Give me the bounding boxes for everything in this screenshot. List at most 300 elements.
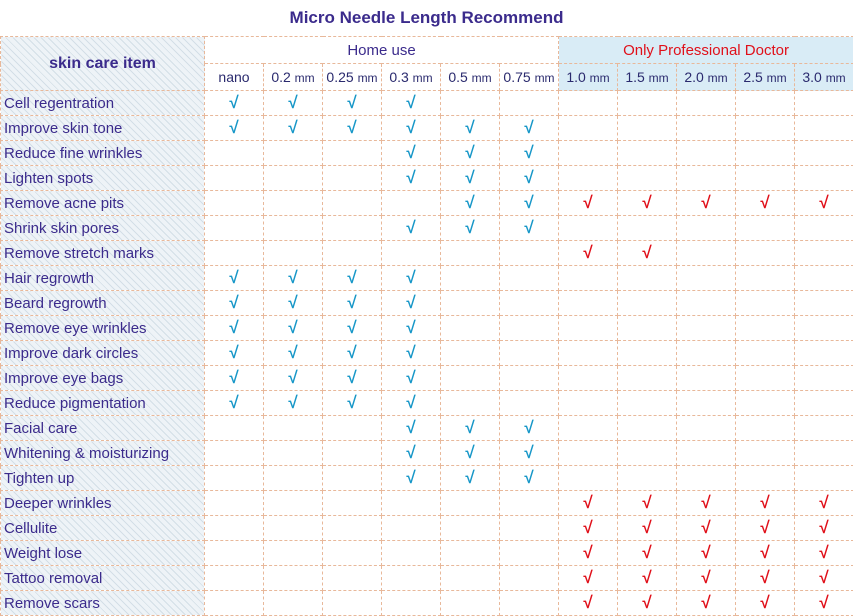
check-mark-icon: √	[465, 193, 474, 212]
check-cell	[382, 341, 441, 366]
check-cell	[736, 591, 795, 616]
length-header-3-0	[795, 64, 853, 91]
check-cell	[205, 416, 264, 441]
length-value: 1.0	[566, 69, 585, 85]
length-header-nano	[205, 64, 264, 91]
check-cell	[795, 141, 853, 166]
check-mark-icon: √	[465, 418, 474, 437]
table-row	[1, 141, 853, 166]
skin-care-item-label: Improve dark circles	[1, 341, 205, 366]
table-row	[1, 166, 853, 191]
check-mark-icon: √	[583, 243, 592, 262]
check-cell	[441, 191, 500, 216]
check-mark-icon: √	[583, 493, 592, 512]
check-cell	[677, 341, 736, 366]
check-cell	[559, 441, 618, 466]
check-cell	[205, 391, 264, 416]
check-cell	[736, 141, 795, 166]
check-cell	[441, 591, 500, 616]
length-header-2-5	[736, 64, 795, 91]
check-cell	[795, 216, 853, 241]
check-mark-icon: √	[524, 443, 533, 462]
check-cell	[795, 241, 853, 266]
home-use-group-header: Home use	[205, 37, 559, 64]
check-cell	[618, 366, 677, 391]
length-value: 3.0	[802, 69, 821, 85]
check-cell	[618, 516, 677, 541]
check-cell	[323, 291, 382, 316]
check-cell	[736, 241, 795, 266]
check-cell	[264, 591, 323, 616]
check-mark-icon: √	[760, 568, 769, 587]
check-cell	[500, 91, 559, 116]
check-cell	[205, 241, 264, 266]
check-cell	[736, 566, 795, 591]
check-cell	[618, 541, 677, 566]
check-cell	[736, 366, 795, 391]
check-cell	[205, 591, 264, 616]
check-cell	[264, 566, 323, 591]
check-cell	[205, 516, 264, 541]
check-cell	[382, 516, 441, 541]
check-cell	[264, 541, 323, 566]
check-cell	[677, 166, 736, 191]
check-mark-icon: √	[760, 193, 769, 212]
check-cell	[618, 316, 677, 341]
check-mark-icon: √	[701, 193, 710, 212]
check-cell	[264, 391, 323, 416]
check-cell	[441, 291, 500, 316]
check-cell	[500, 391, 559, 416]
check-mark-icon: √	[524, 118, 533, 137]
check-cell	[500, 291, 559, 316]
check-mark-icon: √	[229, 343, 238, 362]
check-mark-icon: √	[760, 543, 769, 562]
check-cell	[618, 166, 677, 191]
check-cell	[264, 141, 323, 166]
check-cell	[205, 566, 264, 591]
check-cell	[382, 316, 441, 341]
check-cell	[736, 216, 795, 241]
check-cell	[205, 266, 264, 291]
check-cell	[795, 541, 853, 566]
check-cell	[500, 441, 559, 466]
length-unit: mm	[358, 71, 378, 85]
check-cell	[441, 141, 500, 166]
skin-care-item-label: Remove acne pits	[1, 191, 205, 216]
check-mark-icon: √	[642, 193, 651, 212]
check-cell	[618, 491, 677, 516]
check-cell	[264, 416, 323, 441]
skin-care-item-label: Shrink skin pores	[1, 216, 205, 241]
length-value: 2.5	[743, 69, 762, 85]
check-cell	[382, 416, 441, 441]
check-mark-icon: √	[347, 93, 356, 112]
check-cell	[559, 391, 618, 416]
check-cell	[618, 266, 677, 291]
check-cell	[205, 191, 264, 216]
check-cell	[441, 316, 500, 341]
check-mark-icon: √	[347, 293, 356, 312]
needle-length-table	[0, 36, 853, 616]
check-cell	[618, 191, 677, 216]
check-cell	[382, 291, 441, 316]
check-cell	[677, 366, 736, 391]
check-mark-icon: √	[406, 443, 415, 462]
check-cell	[795, 491, 853, 516]
check-cell	[677, 91, 736, 116]
table-row	[1, 491, 853, 516]
check-cell	[736, 266, 795, 291]
check-cell	[618, 566, 677, 591]
check-mark-icon: √	[288, 293, 297, 312]
check-mark-icon: √	[760, 493, 769, 512]
check-mark-icon: √	[347, 368, 356, 387]
check-mark-icon: √	[347, 118, 356, 137]
check-cell	[736, 441, 795, 466]
length-unit: mm	[649, 71, 669, 85]
check-cell	[382, 216, 441, 241]
check-cell	[441, 416, 500, 441]
check-cell	[559, 516, 618, 541]
check-mark-icon: √	[642, 543, 651, 562]
check-mark-icon: √	[701, 543, 710, 562]
check-cell	[677, 441, 736, 466]
length-unit: mm	[413, 71, 433, 85]
check-cell	[677, 291, 736, 316]
check-cell	[323, 91, 382, 116]
check-cell	[795, 191, 853, 216]
length-header-0-75	[500, 64, 559, 91]
check-cell	[559, 91, 618, 116]
check-cell	[441, 216, 500, 241]
check-mark-icon: √	[524, 218, 533, 237]
check-mark-icon: √	[701, 593, 710, 612]
check-cell	[264, 191, 323, 216]
check-cell	[559, 366, 618, 391]
check-mark-icon: √	[701, 518, 710, 537]
skin-care-item-label: Improve eye bags	[1, 366, 205, 391]
length-unit: mm	[590, 71, 610, 85]
check-mark-icon: √	[760, 593, 769, 612]
check-cell	[205, 291, 264, 316]
check-cell	[205, 441, 264, 466]
check-cell	[441, 566, 500, 591]
check-cell	[264, 341, 323, 366]
skin-care-item-label: Remove eye wrinkles	[1, 316, 205, 341]
check-cell	[441, 391, 500, 416]
check-cell	[264, 291, 323, 316]
table-row	[1, 391, 853, 416]
check-mark-icon: √	[583, 593, 592, 612]
check-cell	[205, 341, 264, 366]
check-mark-icon: √	[524, 168, 533, 187]
check-cell	[677, 191, 736, 216]
length-header-1-5	[618, 64, 677, 91]
check-mark-icon: √	[465, 443, 474, 462]
check-mark-icon: √	[406, 468, 415, 487]
check-cell	[441, 241, 500, 266]
length-value: 0.75	[503, 69, 530, 85]
check-mark-icon: √	[701, 493, 710, 512]
check-cell	[559, 241, 618, 266]
length-header-2-0	[677, 64, 736, 91]
check-cell	[795, 266, 853, 291]
check-cell	[618, 116, 677, 141]
check-cell	[382, 466, 441, 491]
check-cell	[205, 366, 264, 391]
check-cell	[736, 416, 795, 441]
check-cell	[500, 266, 559, 291]
check-cell	[677, 216, 736, 241]
check-mark-icon: √	[465, 143, 474, 162]
skin-care-item-label: Weight lose	[1, 541, 205, 566]
check-cell	[205, 141, 264, 166]
check-mark-icon: √	[406, 418, 415, 437]
table-row	[1, 116, 853, 141]
check-cell	[736, 91, 795, 116]
check-mark-icon: √	[288, 343, 297, 362]
table-row	[1, 566, 853, 591]
length-unit: mm	[535, 71, 555, 85]
skin-care-item-label: Beard regrowth	[1, 291, 205, 316]
check-cell	[500, 166, 559, 191]
check-mark-icon: √	[288, 368, 297, 387]
table-body	[1, 91, 853, 616]
check-cell	[795, 391, 853, 416]
skin-care-item-label: Whitening & moisturizing	[1, 441, 205, 466]
skin-care-item-label: Reduce fine wrinkles	[1, 141, 205, 166]
check-cell	[323, 541, 382, 566]
check-cell	[618, 241, 677, 266]
check-cell	[618, 216, 677, 241]
check-cell	[559, 541, 618, 566]
check-cell	[500, 216, 559, 241]
check-mark-icon: √	[347, 318, 356, 337]
check-mark-icon: √	[819, 593, 828, 612]
length-header-0-3	[382, 64, 441, 91]
check-cell	[677, 316, 736, 341]
check-cell	[736, 291, 795, 316]
check-mark-icon: √	[288, 268, 297, 287]
check-cell	[677, 141, 736, 166]
check-cell	[500, 341, 559, 366]
check-cell	[441, 266, 500, 291]
check-cell	[559, 316, 618, 341]
skin-care-item-label: Reduce pigmentation	[1, 391, 205, 416]
check-cell	[618, 391, 677, 416]
skin-care-item-label: Tighten up	[1, 466, 205, 491]
check-mark-icon: √	[406, 268, 415, 287]
table-row	[1, 366, 853, 391]
check-cell	[323, 441, 382, 466]
length-unit: mm	[472, 71, 492, 85]
check-mark-icon: √	[288, 318, 297, 337]
check-mark-icon: √	[347, 393, 356, 412]
check-cell	[500, 566, 559, 591]
check-cell	[618, 441, 677, 466]
length-value: 1.5	[625, 69, 644, 85]
table-row	[1, 341, 853, 366]
check-cell	[323, 116, 382, 141]
check-cell	[500, 516, 559, 541]
check-cell	[795, 441, 853, 466]
check-mark-icon: √	[524, 468, 533, 487]
check-cell	[382, 441, 441, 466]
check-mark-icon: √	[229, 393, 238, 412]
table-row	[1, 91, 853, 116]
check-mark-icon: √	[583, 568, 592, 587]
check-cell	[795, 566, 853, 591]
check-cell	[323, 241, 382, 266]
check-cell	[323, 366, 382, 391]
check-mark-icon: √	[406, 393, 415, 412]
skin-care-item-label: Tattoo removal	[1, 566, 205, 591]
professional-group-header: Only Professional Doctor	[559, 37, 853, 64]
check-cell	[500, 466, 559, 491]
check-cell	[677, 566, 736, 591]
check-cell	[264, 441, 323, 466]
check-cell	[441, 366, 500, 391]
check-cell	[323, 266, 382, 291]
check-cell	[500, 191, 559, 216]
check-cell	[795, 516, 853, 541]
check-mark-icon: √	[465, 218, 474, 237]
table-row	[1, 316, 853, 341]
check-cell	[264, 216, 323, 241]
check-cell	[795, 591, 853, 616]
check-cell	[323, 166, 382, 191]
check-cell	[323, 591, 382, 616]
page-title: Micro Needle Length Recommend	[0, 0, 853, 36]
check-mark-icon: √	[229, 368, 238, 387]
check-cell	[677, 591, 736, 616]
check-cell	[736, 341, 795, 366]
check-cell	[559, 141, 618, 166]
length-header-0-5	[441, 64, 500, 91]
check-mark-icon: √	[524, 193, 533, 212]
check-cell	[677, 116, 736, 141]
skin-care-item-label: Remove scars	[1, 591, 205, 616]
check-cell	[559, 591, 618, 616]
table-row	[1, 216, 853, 241]
check-cell	[736, 316, 795, 341]
check-cell	[441, 441, 500, 466]
check-mark-icon: √	[406, 143, 415, 162]
check-cell	[795, 366, 853, 391]
check-cell	[264, 91, 323, 116]
check-mark-icon: √	[819, 518, 828, 537]
length-header-0-2	[264, 64, 323, 91]
check-cell	[795, 341, 853, 366]
check-cell	[441, 341, 500, 366]
check-cell	[205, 116, 264, 141]
check-cell	[677, 516, 736, 541]
check-mark-icon: √	[406, 368, 415, 387]
length-value: 0.3	[389, 69, 408, 85]
check-cell	[559, 466, 618, 491]
check-cell	[264, 241, 323, 266]
check-cell	[323, 466, 382, 491]
check-mark-icon: √	[406, 168, 415, 187]
check-mark-icon: √	[288, 93, 297, 112]
length-unit: mm	[295, 71, 315, 85]
check-cell	[559, 191, 618, 216]
check-mark-icon: √	[819, 493, 828, 512]
check-cell	[559, 341, 618, 366]
check-cell	[382, 491, 441, 516]
check-cell	[618, 291, 677, 316]
check-cell	[264, 466, 323, 491]
check-cell	[795, 316, 853, 341]
table-row	[1, 241, 853, 266]
check-cell	[441, 541, 500, 566]
check-mark-icon: √	[406, 343, 415, 362]
check-mark-icon: √	[406, 218, 415, 237]
check-cell	[205, 91, 264, 116]
table-row	[1, 466, 853, 491]
check-mark-icon: √	[288, 118, 297, 137]
check-mark-icon: √	[642, 243, 651, 262]
check-mark-icon: √	[347, 343, 356, 362]
check-mark-icon: √	[229, 318, 238, 337]
table-row	[1, 441, 853, 466]
skin-care-item-label: Remove stretch marks	[1, 241, 205, 266]
item-column-header: skin care item	[1, 37, 205, 91]
check-mark-icon: √	[642, 593, 651, 612]
table-row	[1, 591, 853, 616]
check-cell	[795, 91, 853, 116]
check-cell	[559, 166, 618, 191]
check-cell	[323, 141, 382, 166]
check-cell	[323, 216, 382, 241]
length-unit: mm	[708, 71, 728, 85]
check-cell	[500, 591, 559, 616]
check-cell	[382, 566, 441, 591]
check-cell	[382, 391, 441, 416]
check-mark-icon: √	[406, 118, 415, 137]
table-row	[1, 516, 853, 541]
length-header-0-25	[323, 64, 382, 91]
check-cell	[382, 116, 441, 141]
check-cell	[795, 291, 853, 316]
check-cell	[264, 116, 323, 141]
length-unit: mm	[767, 71, 787, 85]
check-cell	[382, 591, 441, 616]
check-cell	[500, 541, 559, 566]
skin-care-item-label: Hair regrowth	[1, 266, 205, 291]
check-cell	[441, 491, 500, 516]
check-cell	[736, 191, 795, 216]
check-mark-icon: √	[819, 193, 828, 212]
check-cell	[205, 541, 264, 566]
check-cell	[677, 541, 736, 566]
length-value: 0.2	[271, 69, 290, 85]
check-cell	[382, 141, 441, 166]
check-mark-icon: √	[406, 93, 415, 112]
table-row	[1, 191, 853, 216]
check-mark-icon: √	[583, 193, 592, 212]
check-cell	[323, 316, 382, 341]
length-unit: mm	[826, 71, 846, 85]
check-cell	[382, 166, 441, 191]
check-cell	[618, 591, 677, 616]
check-mark-icon: √	[819, 568, 828, 587]
check-mark-icon: √	[642, 493, 651, 512]
check-mark-icon: √	[583, 518, 592, 537]
check-cell	[441, 466, 500, 491]
check-cell	[795, 416, 853, 441]
